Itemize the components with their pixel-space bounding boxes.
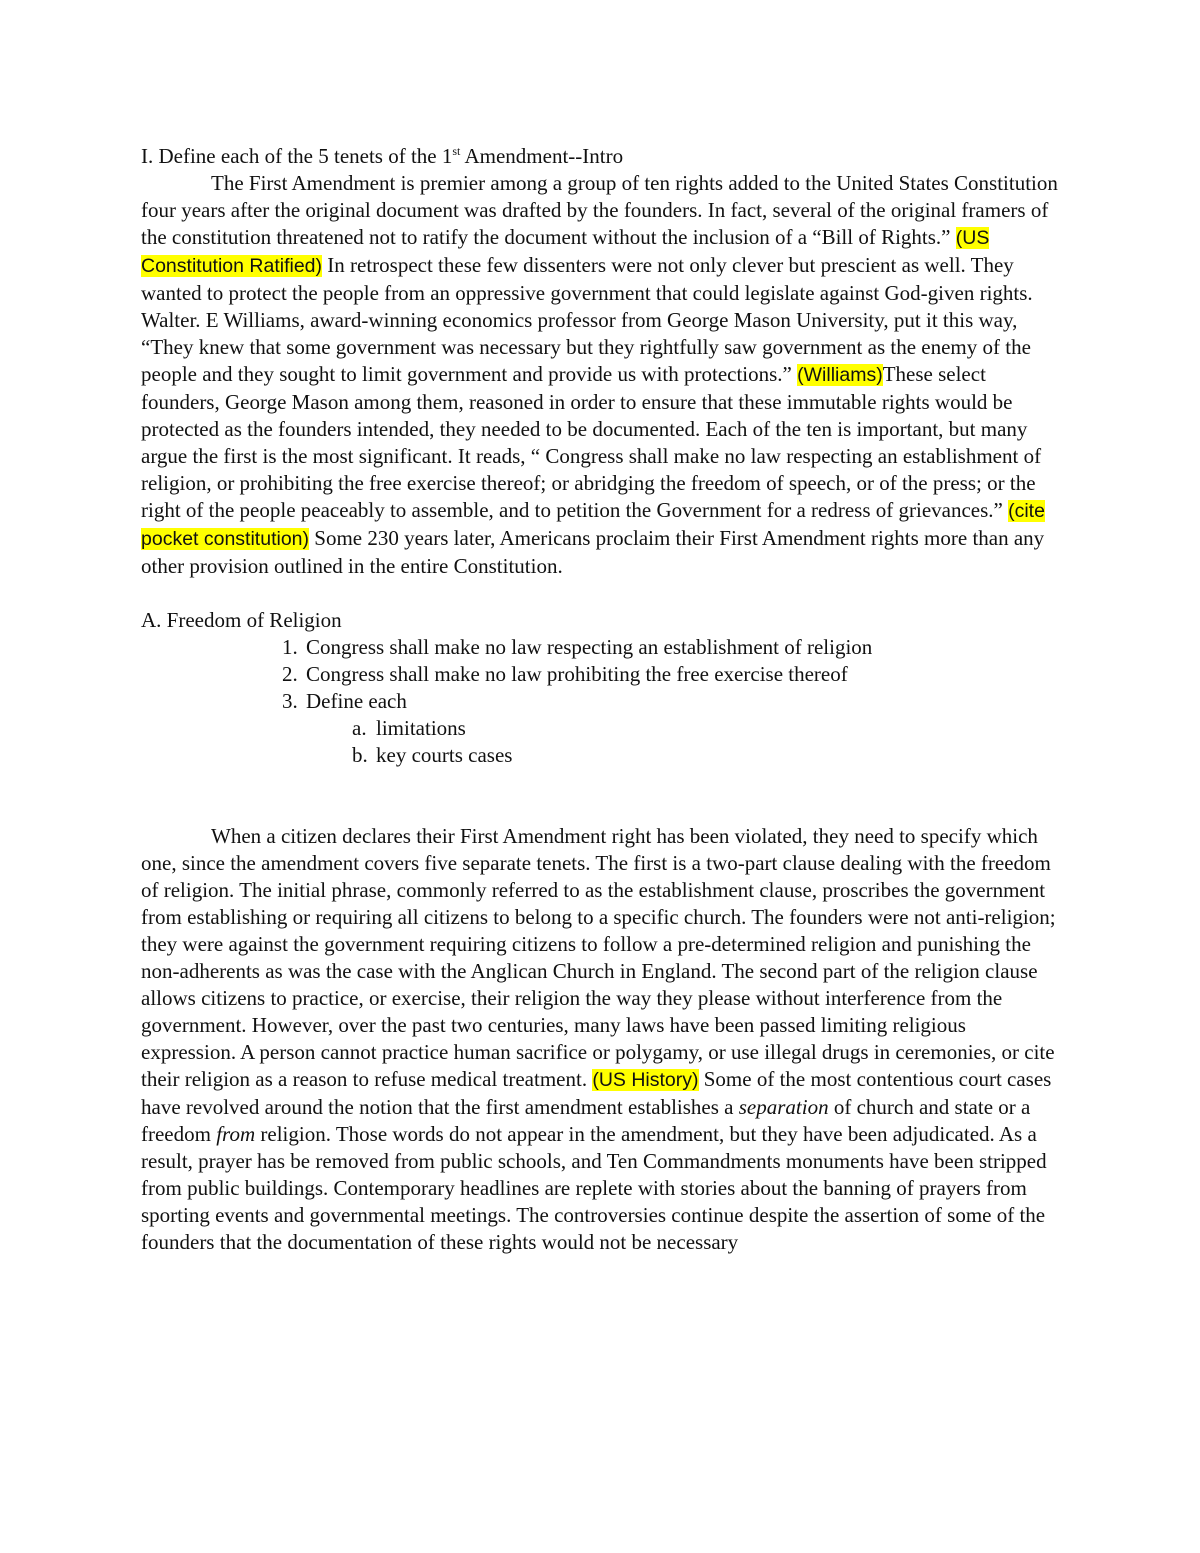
heading-text: I. Define each of the 5 tenets of the 1 xyxy=(141,144,453,168)
outline-subitem-text: key courts cases xyxy=(376,743,513,767)
body-text-2: Some of the most contentious court cases have revolved around the notion that the first amendment establishes a xyxy=(141,1067,1052,1119)
blank-line xyxy=(141,580,1059,607)
outline-item-number: 2. xyxy=(282,662,298,686)
body-text-4: religion. Those words do not appear in the amendment, but they have been adjudicated. As a result, prayer has be removed from public schools, and Ten Commandments monuments have been stripped from public buildings. Contemporary headlines are replete with stories about the banning of prayers from sporting events and governmental meetings. The controversies continue despite the assertion of some of the founders that the documentation of these rights would not be necessary xyxy=(141,1122,1047,1254)
outline-item-number: 1. xyxy=(282,635,298,659)
heading-text-end: Amendment--Intro xyxy=(460,144,624,168)
document-content xyxy=(141,143,1059,1256)
intro-text-3: These select founders, George Mason among them, reasoned in order to ensure that these immutable rights would be protected as the founders intended, they needed to be documented. Each of the ten is important, but many argue the first is the most significant. It reads, “ Congress shall make no law respecting an establishment of religion, or prohibiting the free exercise thereof; or abridging the freedom of speech, or of the press; or the right of the people peaceably to assemble, and to petition the Government for a redress of grievances.” xyxy=(141,362,1042,522)
emphasis-separation: separation xyxy=(738,1095,829,1119)
outline-item-text: Congress shall make no law prohibiting the free exercise thereof xyxy=(306,662,848,686)
section-heading xyxy=(141,143,1059,170)
outline-subitem xyxy=(141,715,1059,742)
body-text-3: of church and state or a freedom xyxy=(141,1095,1031,1146)
outline-subitem-letter: b. xyxy=(352,743,368,767)
intro-text-4: Some 230 years later, Americans proclaim their First Amendment rights more than any other provision outlined in the entire Constitution. xyxy=(141,526,1045,578)
outline-subitem xyxy=(141,742,1059,769)
outline-item xyxy=(141,688,1059,715)
intro-text-1: The First Amendment is premier among a group of ten rights added to the United States Constitution four years after the original document was drafted by the founders. In fact, several of the original framers of the constitution threatened not to ratify the document without the inclusion of a “Bill of Rights.” xyxy=(141,171,1058,249)
heading-superscript: st xyxy=(452,144,461,158)
emphasis-from: from xyxy=(216,1122,256,1146)
outline-item-text: Define each xyxy=(306,689,407,713)
blank-lines xyxy=(141,769,1059,823)
citation-highlight: (US Constitution Ratified) xyxy=(141,227,990,277)
body-paragraph xyxy=(141,823,1059,1256)
intro-text-2: In retrospect these few dissenters were not only clever but prescient as well. They wanted to protect the people from an oppressive government that could legislate against God-given rights. Walter. E Williams, award-winning economics professor from George Mason University, put it this way, “They knew that some government was necessary but they rightfully saw government as the enemy of the people and they sought to limit government and provide us with protections.” xyxy=(141,253,1033,386)
outline-subitem-text: limitations xyxy=(376,716,466,740)
outline-item xyxy=(141,661,1059,688)
outline-item-number: 3. xyxy=(282,689,298,713)
outline-item xyxy=(141,634,1059,661)
intro-paragraph xyxy=(141,170,1059,580)
citation-highlight: (Williams) xyxy=(797,364,883,386)
outline-item-text: Congress shall make no law respecting an establishment of religion xyxy=(306,635,873,659)
citation-highlight: (US History) xyxy=(592,1069,699,1091)
outline-section-a: A. Freedom of Religion xyxy=(141,608,342,632)
outline-subitem-letter: a. xyxy=(352,716,367,740)
body-text-1: When a citizen declares their First Amendment right has been violated, they need to specify which one, since the amendment covers five separate tenets. The first is a two-part clause dealing with the freedom of religion. The initial phrase, commonly referred to as the establishment clause, proscribes the government from establishing or requiring all citizens to belong to a specific church. The founders were not anti-religion; they were against the government requiring citizens to follow a pre-determined religion and punishing the non-adherents as was the case with the Anglican Church in England. The second part of the religion clause allows citizens to practice, or exercise, their religion the way they please without interference from the government. However, over the past two centuries, many laws have been passed limiting religious expression. A person cannot practice human sacrifice or polygamy, or use illegal drugs in ceremonies, or cite their religion as a reason to refuse medical treatment. xyxy=(141,824,1056,1091)
citation-highlight: (cite pocket constitution) xyxy=(141,500,1045,550)
